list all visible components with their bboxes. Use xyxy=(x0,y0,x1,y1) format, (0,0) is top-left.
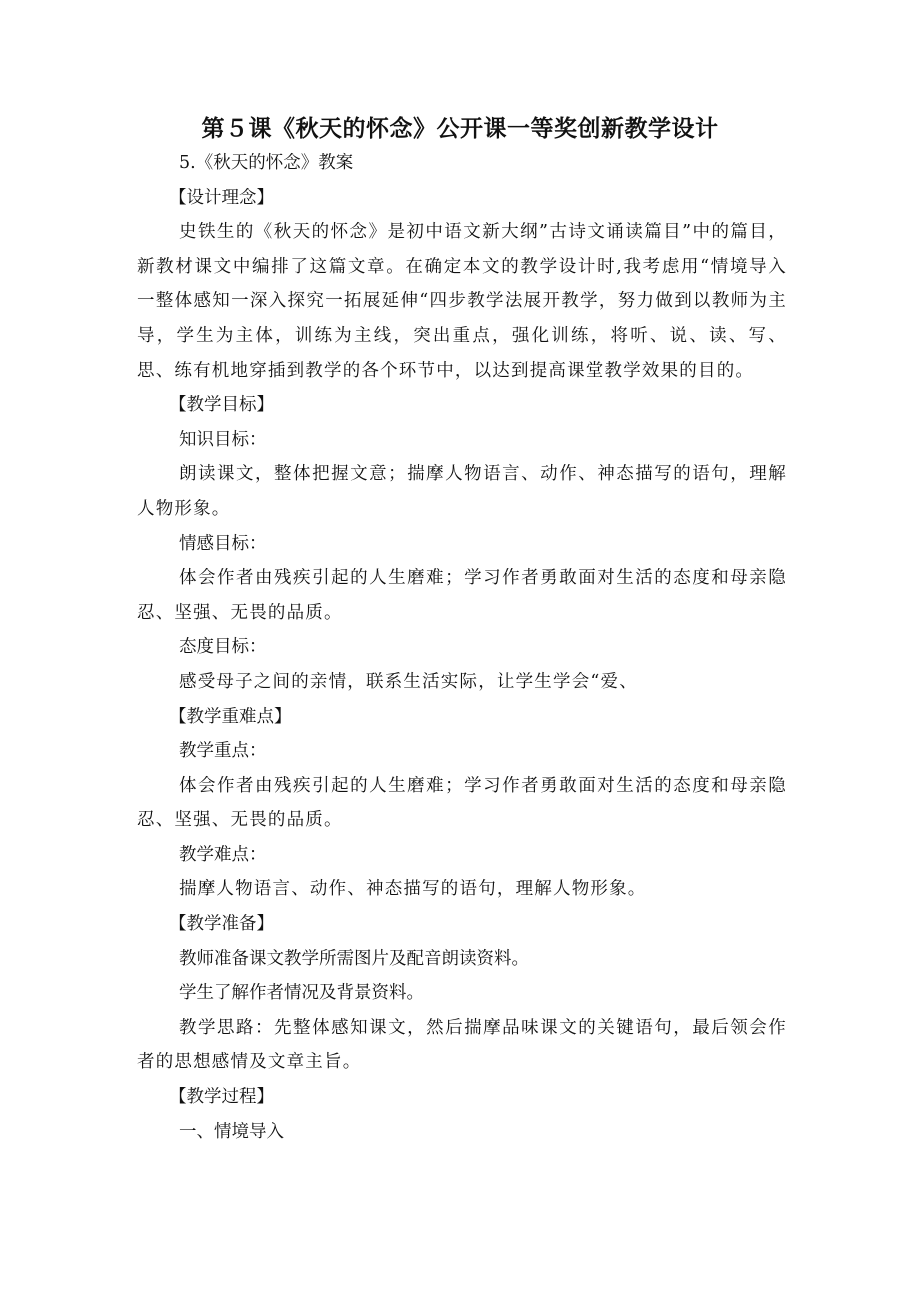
knowledge-objective-label: 知识目标： xyxy=(179,429,267,450)
student-preparation-text: 学生了解作者情况及背景资料。 xyxy=(179,983,424,1004)
lesson-subtitle: 5.《秋天的怀念》教案 xyxy=(179,153,354,173)
emotion-objective-label: 情感目标： xyxy=(179,533,267,554)
attitude-objective-label: 态度目标： xyxy=(179,637,267,658)
process-step-intro: 一、情境导入 xyxy=(179,1121,284,1142)
teaching-focus-text: 体会作者由残疾引起的人生磨难；学习作者勇敢面对生活的态度和母亲隐忍、坚强、无畏的品质。 xyxy=(137,775,787,831)
key-points-heading: 【教学重难点】 xyxy=(169,706,292,727)
knowledge-objective-text: 朗读课文，整体把握文意；揣摩人物语言、动作、神态描写的语句，理解人物形象。 xyxy=(137,464,787,519)
teaching-focus-label: 教学重点： xyxy=(179,741,267,762)
teaching-difficulty-text: 揣摩人物语言、动作、神态描写的语句，理解人物形象。 xyxy=(179,879,647,900)
preparation-heading: 【教学准备】 xyxy=(169,914,274,935)
design-concept-heading: 【设计理念】 xyxy=(169,187,274,208)
design-concept-paragraph: 史铁生的《秋天的怀念》是初中语文新大纲”古诗文诵读篇目”中的篇目，新教材课文中编排了这篇文章。在确定本文的教学设计时,我考虑用“情境导入一整体感知一深入探究一拓展延伸“四步教学法展开教学，努力做到以教师为主导，学生为主体，训练为主线，突出重点，强化训练，将听、说、读、写、思、练有机地穿插到教学的各个环节中，以达到提高课堂教学效果的目的。 xyxy=(137,222,787,381)
document-title: 第５课《秋天的怀念》公开课一等奖创新教学设计 xyxy=(201,116,719,142)
document-body xyxy=(137,146,787,1149)
attitude-objective-text: 感受母子之间的亲情，联系生活实际，让学生学会“爱、 xyxy=(179,671,638,692)
emotion-objective-text: 体会作者由残疾引起的人生磨难；学习作者勇敢面对生活的态度和母亲隐忍、坚强、无畏的品质。 xyxy=(137,568,787,623)
teacher-preparation-text: 教师准备课文教学所需图片及配音朗读资料。 xyxy=(179,948,529,969)
teaching-approach-text: 教学思路：先整体感知课文，然后揣摩品味课文的关键语句，最后领会作者的思想感情及文章主旨。 xyxy=(137,1017,787,1073)
teaching-difficulty-label: 教学难点： xyxy=(179,844,267,865)
process-heading: 【教学过程】 xyxy=(169,1087,274,1108)
objectives-heading: 【教学目标】 xyxy=(169,395,274,416)
